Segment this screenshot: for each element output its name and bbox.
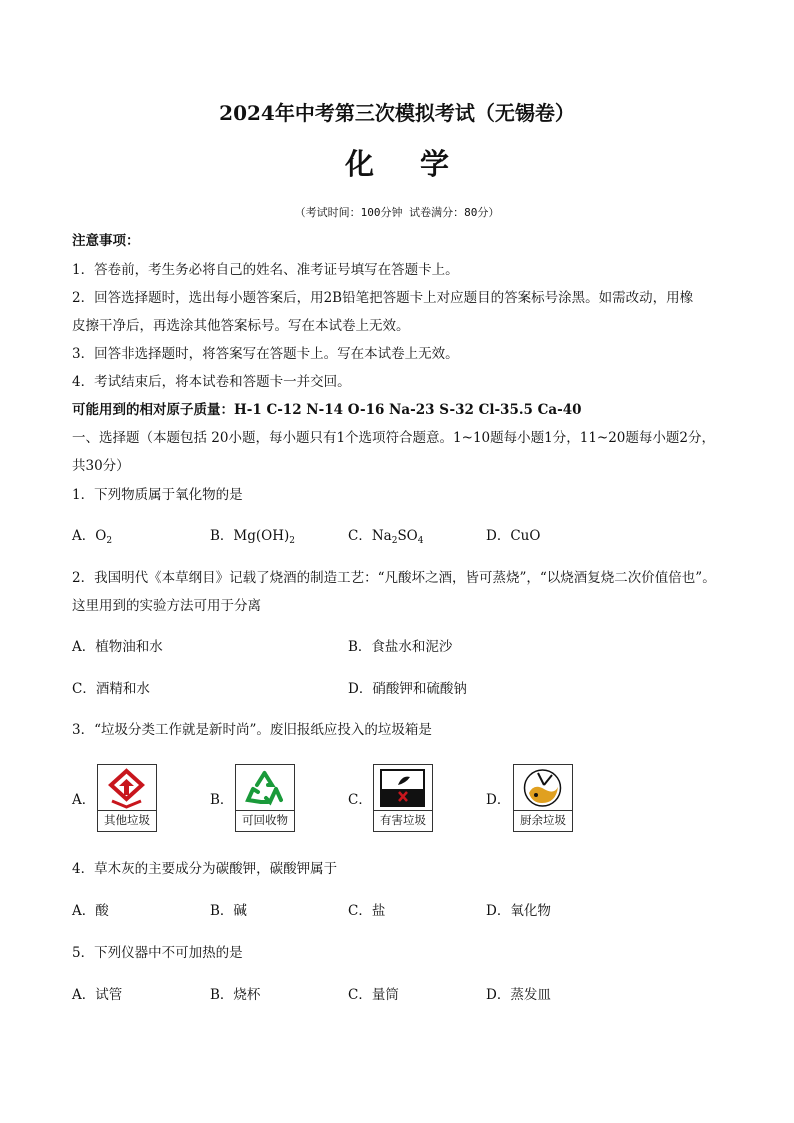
q2-option-c: C．酒精和水	[72, 681, 150, 697]
harmful-waste-bin	[373, 764, 433, 832]
other-waste-icon	[98, 765, 155, 811]
q2-stem: 2．我国明代《本草纲目》记载了烧酒的制造工艺：“凡酸坏之酒，皆可蒸烧”，“以烧酒复烧二次价值倍也”。	[72, 570, 716, 586]
section-heading: 一、选择题（本题包括 20小题，每小题只有1个选项符合题意。1~10题每小题1分，11~20题每小题2分，	[72, 430, 715, 446]
atomic-masses: 可能用到的相对原子质量：H-1 C-12 N-14 O-16 Na-23 S-32 Cl-35.5 Ca-40	[72, 402, 582, 418]
q4-stem: 4．草木灰的主要成分为碳酸钾，碳酸钾属于	[72, 861, 338, 877]
recycle-icon	[236, 765, 293, 811]
q1-option-d: D．CuO	[486, 528, 541, 544]
q2-option-b: B．食盐水和泥沙	[348, 639, 453, 655]
q1-option-c: C．$Na_2SO_4$	[348, 528, 424, 546]
exam-meta: （考试时间：100分钟 试卷满分：80分）	[294, 206, 500, 219]
recyclable-caption: 可回收物	[236, 810, 294, 831]
q5-option-b: B．烧杯	[210, 987, 261, 1003]
harmful-waste-icon	[374, 765, 431, 811]
subject-title: 化学	[344, 147, 495, 181]
other-waste-caption: 其他垃圾	[98, 810, 156, 831]
q3-stem: 3．“垃圾分类工作就是新时尚”。废旧报纸应投入的垃圾箱是	[72, 722, 432, 738]
q4-option-d: D．氧化物	[486, 903, 551, 919]
food-waste-caption: 厨余垃圾	[514, 810, 572, 831]
exam-title: 2024年中考第三次模拟考试（无锡卷）	[219, 101, 575, 125]
food-waste-icon	[514, 765, 571, 811]
q1-stem: 1．下列物质属于氧化物的是	[72, 487, 243, 503]
note-item-4: 4．考试结束后，将本试卷和答题卡一并交回。	[72, 374, 351, 390]
q4-option-b: B．碱	[210, 903, 247, 919]
q3-option-d-letter: D．	[486, 792, 511, 808]
other-waste-bin	[97, 764, 157, 832]
q1-option-a: A．$O_2$	[72, 528, 113, 546]
q2-stem-cont: 这里用到的实验方法可用于分离	[72, 598, 261, 614]
note-item-1: 1．答卷前，考生务必将自己的姓名、准考证号填写在答题卡上。	[72, 262, 459, 278]
q5-option-c: C．量筒	[348, 987, 399, 1003]
food-waste-bin	[513, 764, 573, 832]
q3-option-a-letter: A．	[72, 792, 96, 808]
q5-option-d: D．蒸发皿	[486, 987, 551, 1003]
q4-option-a: A．酸	[72, 903, 109, 919]
harmful-waste-caption: 有害垃圾	[374, 810, 432, 831]
recyclable-bin	[235, 764, 295, 832]
q3-option-c-letter: C．	[348, 792, 372, 808]
notes-heading: 注意事项：	[72, 233, 140, 249]
q3-option-b-letter: B．	[210, 792, 234, 808]
q1-option-b: B．$Mg(OH)_2$	[210, 528, 295, 546]
note-item-3: 3．回答非选择题时，将答案写在答题卡上。写在本试卷上无效。	[72, 346, 459, 362]
q5-option-a: A．试管	[72, 987, 123, 1003]
section-heading-cont: 共30分）	[72, 458, 130, 474]
q4-option-c: C．盐	[348, 903, 386, 919]
q5-stem: 5．下列仪器中不可加热的是	[72, 945, 243, 961]
q2-option-a: A．植物油和水	[72, 639, 163, 655]
note-item-2: 2．回答选择题时，选出每小题答案后，用2B铅笔把答题卡上对应题目的答案标号涂黑。如需改动，用橡	[72, 290, 694, 306]
q2-option-d: D．硝酸钾和硫酸钠	[348, 681, 467, 697]
note-item-2-cont: 皮擦干净后，再选涂其他答案标号。写在本试卷上无效。	[72, 318, 410, 334]
